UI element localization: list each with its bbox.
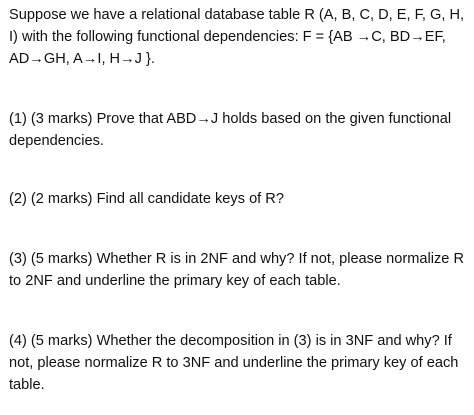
problem-statement-line-2: I) with the following functional dependencies: F = {AB →C, BD→EF, <box>9 29 446 45</box>
question-1-line-2: dependencies. <box>9 133 104 149</box>
question-2 <box>9 188 471 210</box>
question-4-line-1: (4) (5 marks) Whether the decomposition in (3) is in 3NF and why? If <box>9 333 452 349</box>
problem-statement-line-3: AD→GH, A→I, H→J }. <box>9 51 155 67</box>
question-1 <box>9 108 471 152</box>
question-1-line-1: (1) (3 marks) Prove that ABD→J holds based on the given functional <box>9 111 452 127</box>
question-3-line-2: to 2NF and underline the primary key of each table. <box>9 273 341 289</box>
question-4-line-3: table. <box>9 377 45 393</box>
question-4 <box>9 330 471 396</box>
problem-statement <box>9 4 471 70</box>
problem-statement-line-1: Suppose we have a relational database table R (A, B, C, D, E, F, G, H, <box>9 7 465 23</box>
question-2-line-1: (2) (2 marks) Find all candidate keys of R? <box>9 191 284 207</box>
question-4-line-2: not, please normalize R to 3NF and underline the primary key of each <box>9 355 459 371</box>
question-3-line-1: (3) (5 marks) Whether R is in 2NF and why? If not, please normalize R <box>9 251 465 267</box>
question-3 <box>9 248 471 292</box>
